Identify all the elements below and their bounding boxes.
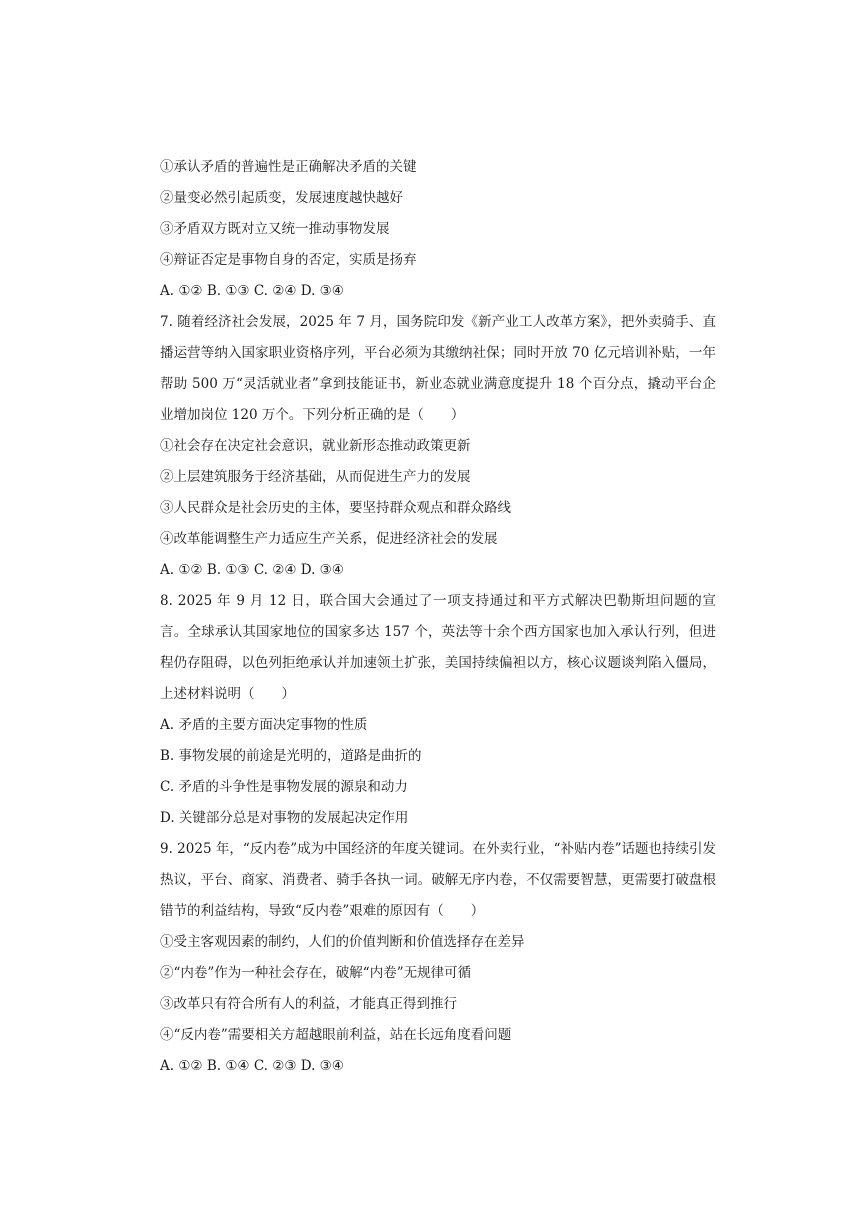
q7-statement-4: ④改革能调整生产力适应生产关系，促进经济社会的发展 — [160, 531, 498, 547]
question-8-block — [160, 586, 716, 834]
q7-stem: 7. 随着经济社会发展，2025 年 7 月，国务院印发《新产业工人改革方案》，把外卖骑手、直播运营等纳入国家职业资格序列，平台必须为其缴纳社保；同时开放 70 亿元培训补贴，一年帮助 500 万“灵活就业者”拿到技能证书，新业态就业满意度提升 18 个百分点，撬动平台企业增加岗位 120 万个。下列分析正确的是（ ） — [160, 314, 716, 423]
q6-statement-3: ③矛盾双方既对立又统一推动事物发展 — [160, 221, 390, 237]
q7-statement-3: ③人民群众是社会历史的主体，要坚持群众观点和群众路线 — [160, 500, 511, 516]
q9-statement-2: ②“内卷”作为一种社会存在，破解“内卷”无规律可循 — [160, 965, 472, 981]
q8-choice-a: A. 矛盾的主要方面决定事物的性质 — [160, 717, 368, 733]
q7-statement-2: ②上层建筑服务于经济基础，从而促进生产力的发展 — [160, 469, 471, 485]
q7-statement-1: ①社会存在决定社会意识，就业新形态推动政策更新 — [160, 438, 471, 454]
q6-statement-4: ④辩证否定是事物自身的否定，实质是扬弃 — [160, 252, 417, 268]
q9-stem: 9. 2025 年，“反内卷”成为中国经济的年度关键词。在外卖行业，“补贴内卷”话题也持续引发热议，平台、商家、消费者、骑手各执一词。破解无序内卷，不仅需要智慧，更需要打破盘根错节的利益结构，导致“反内卷”艰难的原因有（ ） — [160, 841, 716, 919]
q8-choice-d: D. 关键部分总是对事物的发展起决定作用 — [160, 810, 409, 826]
exam-page — [160, 152, 716, 1082]
q6-statement-1: ①承认矛盾的普遍性是正确解决矛盾的关键 — [160, 159, 417, 175]
q7-answer-options: A. ①② B. ①③ C. ②④ D. ③④ — [160, 562, 344, 578]
question-6-block — [160, 152, 716, 307]
q9-statement-1: ①受主客观因素的制约，人们的价值判断和价值选择存在差异 — [160, 934, 525, 950]
q9-statement-3: ③改革只有符合所有人的利益，才能真正得到推行 — [160, 996, 457, 1012]
question-9-block — [160, 834, 716, 1082]
q6-answer-options: A. ①② B. ①③ C. ②④ D. ③④ — [160, 283, 344, 299]
question-7-block — [160, 307, 716, 586]
q9-answer-options: A. ①② B. ①④ C. ②③ D. ③④ — [160, 1058, 344, 1074]
q8-choice-c: C. 矛盾的斗争性是事物发展的源泉和动力 — [160, 779, 408, 795]
q9-statement-4: ④“反内卷”需要相关方超越眼前利益，站在长远角度看问题 — [160, 1027, 512, 1043]
q8-stem: 8. 2025 年 9 月 12 日，联合国大会通过了一项支持通过和平方式解决巴勒斯坦问题的宣言。全球承认其国家地位的国家多达 157 个，英法等十余个西方国家也加入承认行列，但进程仍存阻碍，以色列拒绝承认并加速领土扩张，美国持续偏袒以方，核心议题谈判陷入僵局，上述材料说明（ ） — [160, 593, 716, 702]
q6-statement-2: ②量变必然引起质变，发展速度越快越好 — [160, 190, 403, 206]
q8-choice-b: B. 事物发展的前途是光明的，道路是曲折的 — [160, 748, 422, 764]
